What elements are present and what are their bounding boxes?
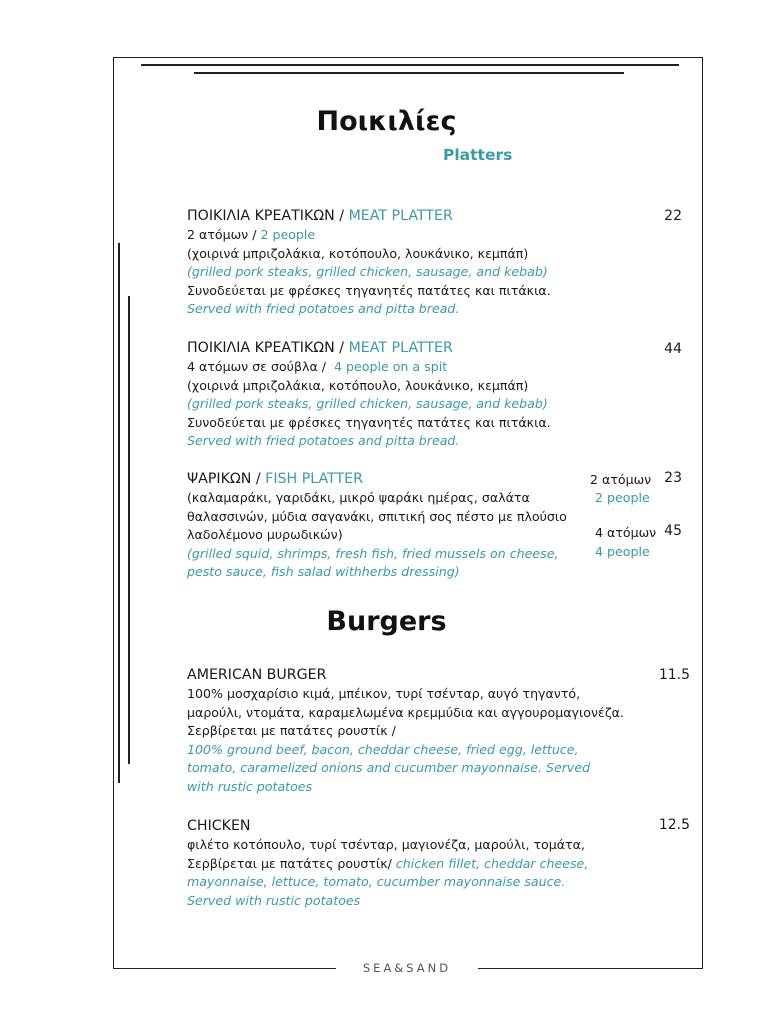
item-name <box>187 469 587 489</box>
menu-item-meat-platter-2 <box>187 206 587 319</box>
item-servings <box>187 358 587 377</box>
item-desc-mixed-line <box>187 855 647 874</box>
item-desc-en: (grilled pork steaks, grilled chicken, sausage, and kebab) <box>187 264 548 279</box>
platters-subtitle: Platters <box>443 146 513 164</box>
item-name <box>187 206 587 226</box>
menu-item-chicken-burger <box>187 816 647 910</box>
item-desc-gr: (χοιρινά μπριζολάκια, κοτόπουλο, λουκάνικο, κεμπάπ) <box>187 245 529 261</box>
item-served-gr: Συνοδεύεται με φρέσκες τηγανητές πατάτες και πιτάκια. <box>187 282 551 298</box>
fish-option-4-label-gr: 4 ατόμων <box>595 525 657 540</box>
item-desc-en-line-2: Served with rustic potatoes <box>187 892 361 908</box>
item-name-gr: ΠΟΙΚΙΛΙΑ ΚΡΕΑΤΙΚΩΝ / <box>187 208 349 224</box>
price-meat-platter-4: 44 <box>664 341 682 357</box>
item-desc-gr-line-3: λαδολέμονο μυρωδικών) <box>187 527 343 542</box>
top-rule-outer <box>141 64 679 66</box>
item-served-gr: Συνοδεύεται με φρέσκες τηγανητές πατάτες και πιτάκια. <box>187 414 551 430</box>
platters-title: Ποικιλίες <box>316 106 457 137</box>
item-desc-gr: (χοιρινά μπριζολάκια, κοτόπουλο, λουκάνικο, κεμπάπ) <box>187 377 529 393</box>
item-desc-gr-line-3: Σερβίρεται με πατάτες ρουστίκ / <box>187 723 396 738</box>
item-name-en: MEAT PLATTER <box>348 208 453 224</box>
left-accent-line-long <box>118 243 120 783</box>
fish-option-2-label-en: 2 people <box>595 490 650 505</box>
price-american-burger: 11.5 <box>658 667 690 683</box>
burgers-title: Burgers <box>326 606 447 637</box>
servings-en: 4 people on a spit <box>334 359 448 374</box>
price-fish-4: 45 <box>664 523 682 539</box>
item-name: AMERICAN BURGER <box>187 667 327 683</box>
item-desc-en-line-1: (grilled squid, shrimps, fresh fish, fried mussels on cheese, <box>187 545 559 561</box>
item-name-en: MEAT PLATTER <box>348 340 453 356</box>
item-name-gr: ΨΑΡΙΚΩΝ / <box>187 471 266 487</box>
price-meat-platter-2: 22 <box>664 208 682 224</box>
servings-gr: 4 ατόμων σε σούβλα / <box>187 359 335 374</box>
item-desc-en-line-2: tomato, caramelized onions and cucumber mayonnaise. Served <box>187 760 591 775</box>
item-desc-en-line-2: pesto sauce, fish salad withherbs dressing) <box>187 564 460 579</box>
item-desc-en-line-3: with rustic potatoes <box>187 778 313 794</box>
item-desc-gr-line-1: φιλέτο κοτόπουλο, τυρί τσένταρ, μαγιονέζα, μαρούλι, τομάτα, <box>187 837 585 852</box>
item-served-en: Served with fried potatoes and pitta bread. <box>187 433 460 448</box>
price-chicken-burger: 12.5 <box>658 817 690 833</box>
item-name <box>187 338 587 358</box>
item-desc-en-line-1: mayonnaise, lettuce, tomato, cucumber mayonnaise sauce. <box>187 874 566 889</box>
item-desc-gr-line-1: (καλαμαράκι, γαριδάκι, μικρό ψαράκι ημέρας, σαλάτα <box>187 490 530 505</box>
item-desc-gr-line-2: θαλασσινών, μύδια σαγανάκι, σπιτική σος πέστο με πλούσιο <box>187 508 567 524</box>
price-fish-2: 23 <box>664 470 682 486</box>
fish-option-2-label-gr: 2 ατόμων <box>590 472 652 487</box>
menu-item-meat-platter-4 <box>187 338 587 451</box>
menu-item-fish-platter <box>187 469 587 582</box>
item-servings <box>187 226 587 245</box>
menu-item-american-burger <box>187 665 647 796</box>
left-accent-line-short <box>128 296 130 764</box>
item-desc-gr-line-2: μαρούλι, ντομάτα, καραμελωμένα κρεμμύδια και αγγουρομαγιονέζα. <box>187 704 624 720</box>
item-name-gr: ΠΟΙΚΙΛΙΑ ΚΡΕΑΤΙΚΩΝ / <box>187 340 349 356</box>
item-name: CHICKEN <box>187 818 251 834</box>
item-desc-en-line-1: 100% ground beef, bacon, cheddar cheese, fried egg, lettuce, <box>187 741 579 757</box>
item-served-en: Served with fried potatoes and pitta bread. <box>187 301 460 316</box>
desc-gr-part: Σερβίρεται με πατάτες ρουστίκ/ <box>187 855 396 871</box>
item-name-en: FISH PLATTER <box>265 471 363 487</box>
brand-footer: SEA&SAND <box>362 961 452 975</box>
servings-gr: 2 ατόμων / <box>187 227 261 242</box>
fish-option-4-label-en: 4 people <box>595 544 650 559</box>
desc-en-part: chicken fillet, cheddar cheese, <box>395 855 589 871</box>
servings-en: 2 people <box>260 227 316 242</box>
item-desc-gr-line-1: 100% μοσχαρίσιο κιμά, μπέικον, τυρί τσένταρ, αυγό τηγαντό, <box>187 686 581 701</box>
top-rule-inner <box>194 72 624 74</box>
item-desc-en: (grilled pork steaks, grilled chicken, sausage, and kebab) <box>187 396 548 411</box>
